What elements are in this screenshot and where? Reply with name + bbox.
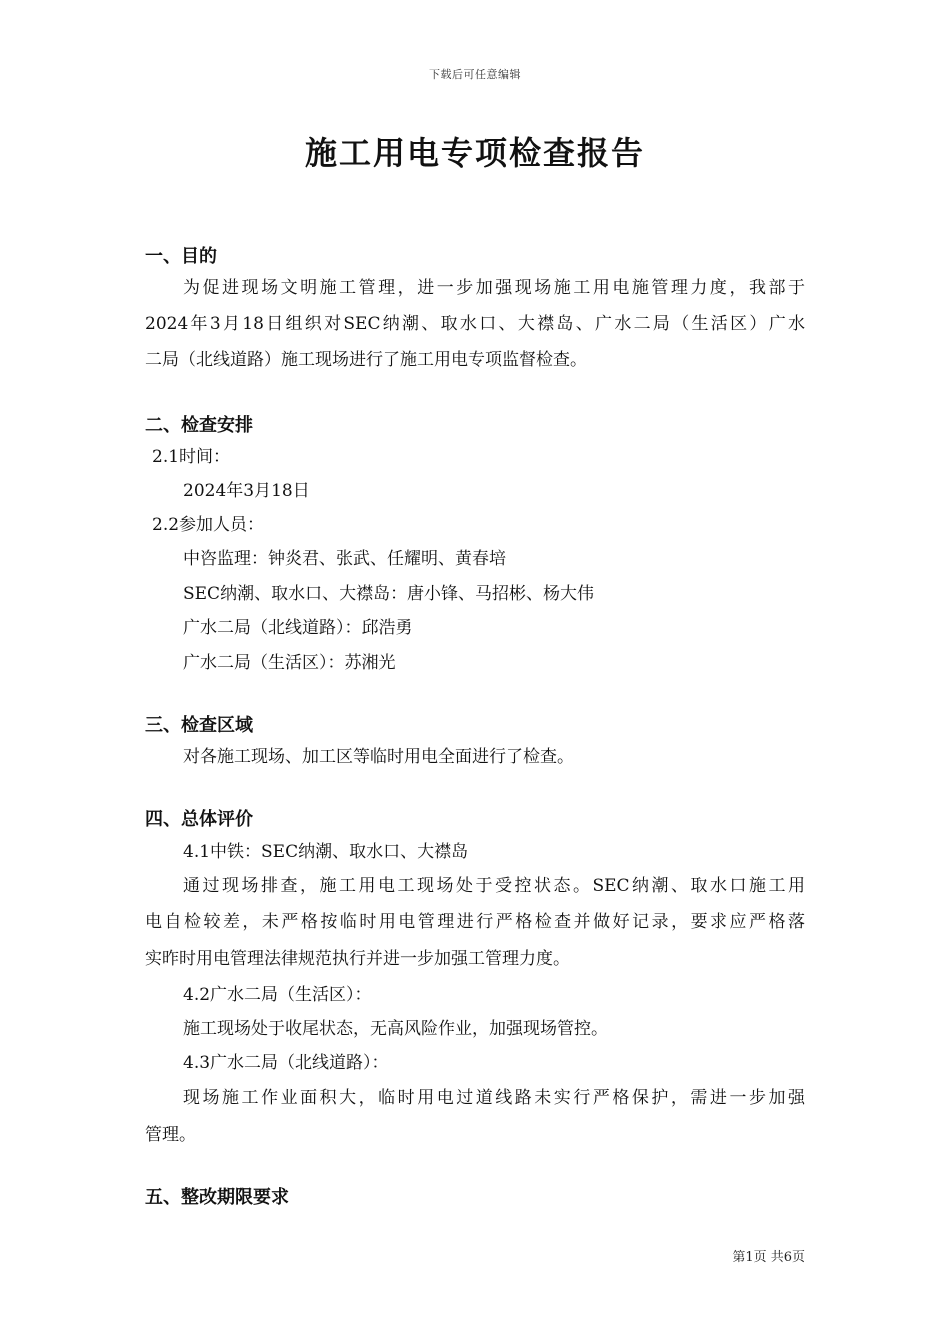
people-line: 广水二局（生活区）：苏湘光 <box>183 653 396 673</box>
paragraph-line: 管理。 <box>145 1125 196 1145</box>
people-line: 中咨监理：钟炎君、张武、任耀明、黄春培 <box>183 549 506 569</box>
subsection-label-4-2: 4.2广水二局（生活区）： <box>183 985 372 1005</box>
paragraph-line: 对各施工现场、加工区等临时用电全面进行了检查。 <box>183 747 574 767</box>
paragraph-line: 实昨时用电管理法律规范执行并进一步加强工管理力度。 <box>145 949 570 969</box>
time-value: 2024年3月18日 <box>183 481 310 501</box>
document-title: 施工用电专项检查报告 <box>304 134 645 172</box>
subsection-label-4-1: 4.1中铁：SEC纳潮、取水口、大襟岛 <box>183 842 469 862</box>
header-note: 下载后可任意编辑 <box>429 68 521 81</box>
section-heading-rectification: 五、整改期限要求 <box>145 1187 289 1208</box>
section-heading-purpose: 一、目的 <box>145 246 217 267</box>
paragraph-line: 现场施工作业面积大，临时用电过道线路未实行严格保护，需进一步加强 <box>183 1088 805 1108</box>
paragraph-line: 二局（北线道路）施工现场进行了施工用电专项监督检查。 <box>145 350 587 370</box>
people-line: 广水二局（北线道路）：邱浩勇 <box>183 618 413 638</box>
page-number: 第1页 共6页 <box>732 1250 805 1265</box>
section-heading-evaluation: 四、总体评价 <box>145 809 253 830</box>
paragraph-line: 电自检较差，未严格按临时用电管理进行严格检查并做好记录，要求应严格落 <box>145 912 805 932</box>
section-heading-area: 三、检查区域 <box>145 715 253 736</box>
section-heading-arrangement: 二、检查安排 <box>145 415 253 436</box>
paragraph-line: 为促进现场文明施工管理，进一步加强现场施工用电施管理力度，我部于 <box>183 278 805 298</box>
subsection-label-4-3: 4.3广水二局（北线道路）： <box>183 1053 389 1073</box>
subsection-label-time: 2.1时间： <box>152 447 231 467</box>
subsection-label-people: 2.2参加人员： <box>152 515 265 535</box>
paragraph-line: 2024年3月18日组织对SEC纳潮、取水口、大襟岛、广水二局（生活区）广水 <box>145 314 805 334</box>
paragraph-line: 通过现场排查，施工用电工现场处于受控状态。SEC纳潮、取水口施工用 <box>183 876 805 896</box>
paragraph-line: 施工现场处于收尾状态，无高风险作业，加强现场管控。 <box>183 1019 608 1039</box>
people-line: SEC纳潮、取水口、大襟岛：唐小锋、马招彬、杨大伟 <box>183 584 595 604</box>
